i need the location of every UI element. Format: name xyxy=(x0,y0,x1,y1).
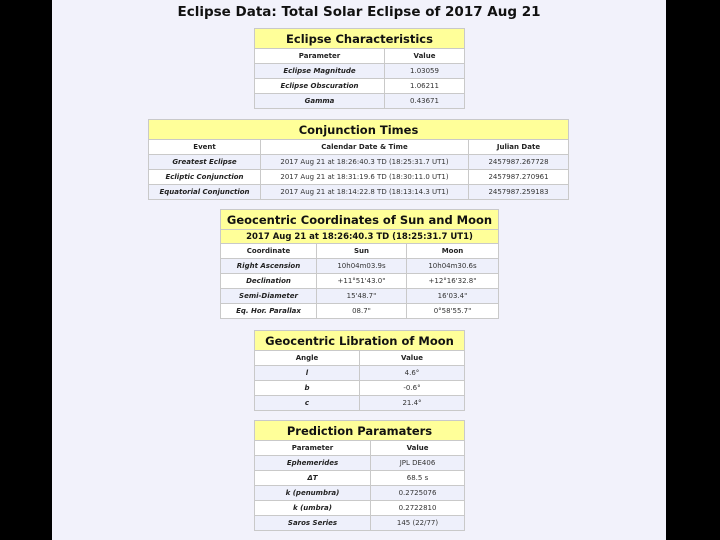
moon-value-cell: 0°58'55.7" xyxy=(407,304,499,319)
table-row xyxy=(255,79,465,94)
value-cell: 68.5 s xyxy=(371,471,465,486)
column-header: Coordinate xyxy=(221,244,317,259)
coordinate-cell: Declination xyxy=(221,274,317,289)
column-header: Value xyxy=(385,49,465,64)
value-cell: 4.6° xyxy=(360,366,465,381)
column-header: Julian Date xyxy=(469,140,569,155)
table-title: Geocentric Coordinates of Sun and Moon xyxy=(221,210,499,230)
date-time-cell: 2017 Aug 21 at 18:31:19.6 TD (18:30:11.0 UT1) xyxy=(261,170,469,185)
sun-value-cell: 08.7" xyxy=(317,304,407,319)
parameter-cell: Eclipse Magnitude xyxy=(255,64,385,79)
table-subtitle: 2017 Aug 21 at 18:26:40.3 TD (18:25:31.7 UT1) xyxy=(221,230,499,244)
table-title: Prediction Paramaters xyxy=(255,421,465,441)
table-row xyxy=(255,501,465,516)
parameter-cell: ΔT xyxy=(255,471,371,486)
sun-value-cell: 10h04m03.9s xyxy=(317,259,407,274)
table-row xyxy=(255,366,465,381)
parameter-cell: Ephemerides xyxy=(255,456,371,471)
table-row xyxy=(255,94,465,109)
column-header: Parameter xyxy=(255,49,385,64)
value-cell: 0.2722810 xyxy=(371,501,465,516)
table-row xyxy=(221,259,499,274)
column-header: Parameter xyxy=(255,441,371,456)
table-row xyxy=(221,304,499,319)
date-time-cell: 2017 Aug 21 at 18:14:22.8 TD (18:13:14.3 UT1) xyxy=(261,185,469,200)
parameter-cell: Saros Series xyxy=(255,516,371,531)
table-row xyxy=(221,289,499,304)
coordinate-cell: Semi-Diameter xyxy=(221,289,317,304)
sun-value-cell: 15'48.7" xyxy=(317,289,407,304)
parameter-cell: k (penumbra) xyxy=(255,486,371,501)
conjunction-times-table xyxy=(148,119,569,200)
parameter-cell: Gamma xyxy=(255,94,385,109)
column-header: Calendar Date & Time xyxy=(261,140,469,155)
angle-cell: c xyxy=(255,396,360,411)
parameter-cell: k (umbra) xyxy=(255,501,371,516)
libration-table xyxy=(254,330,465,411)
value-cell: 0.2725076 xyxy=(371,486,465,501)
date-time-cell: 2017 Aug 21 at 18:26:40.3 TD (18:25:31.7 UT1) xyxy=(261,155,469,170)
value-cell: JPL DE406 xyxy=(371,456,465,471)
table-title: Eclipse Characteristics xyxy=(255,29,465,49)
julian-date-cell: 2457987.270961 xyxy=(469,170,569,185)
table-row xyxy=(255,516,465,531)
table-row xyxy=(255,64,465,79)
page xyxy=(52,0,666,540)
column-header: Event xyxy=(149,140,261,155)
table-title: Geocentric Libration of Moon xyxy=(255,331,465,351)
moon-value-cell: 10h04m30.6s xyxy=(407,259,499,274)
column-header: Sun xyxy=(317,244,407,259)
table-row xyxy=(255,381,465,396)
table-row xyxy=(221,274,499,289)
value-cell: 0.43671 xyxy=(385,94,465,109)
moon-value-cell: +12°16'32.8" xyxy=(407,274,499,289)
column-header: Value xyxy=(360,351,465,366)
event-cell: Ecliptic Conjunction xyxy=(149,170,261,185)
sun-value-cell: +11°51'43.0" xyxy=(317,274,407,289)
table-row xyxy=(255,486,465,501)
value-cell: 21.4° xyxy=(360,396,465,411)
column-header: Angle xyxy=(255,351,360,366)
julian-date-cell: 2457987.267728 xyxy=(469,155,569,170)
table-row xyxy=(255,471,465,486)
moon-value-cell: 16'03.4" xyxy=(407,289,499,304)
julian-date-cell: 2457987.259183 xyxy=(469,185,569,200)
value-cell: -0.6° xyxy=(360,381,465,396)
parameter-cell: Eclipse Obscuration xyxy=(255,79,385,94)
table-row xyxy=(149,185,569,200)
coordinate-cell: Eq. Hor. Parallax xyxy=(221,304,317,319)
table-row xyxy=(255,456,465,471)
event-cell: Equatorial Conjunction xyxy=(149,185,261,200)
eclipse-characteristics-table xyxy=(254,28,465,109)
geocentric-coordinates-table xyxy=(220,209,499,319)
prediction-parameters-table xyxy=(254,420,465,531)
coordinate-cell: Right Ascension xyxy=(221,259,317,274)
value-cell: 1.06211 xyxy=(385,79,465,94)
table-row xyxy=(149,170,569,185)
table-title: Conjunction Times xyxy=(149,120,569,140)
event-cell: Greatest Eclipse xyxy=(149,155,261,170)
column-header: Value xyxy=(371,441,465,456)
table-row xyxy=(149,155,569,170)
table-row xyxy=(255,396,465,411)
page-title: Eclipse Data: Total Solar Eclipse of 2017 Aug 21 xyxy=(177,4,541,20)
value-cell: 1.03059 xyxy=(385,64,465,79)
angle-cell: l xyxy=(255,366,360,381)
angle-cell: b xyxy=(255,381,360,396)
value-cell: 145 (22/77) xyxy=(371,516,465,531)
column-header: Moon xyxy=(407,244,499,259)
